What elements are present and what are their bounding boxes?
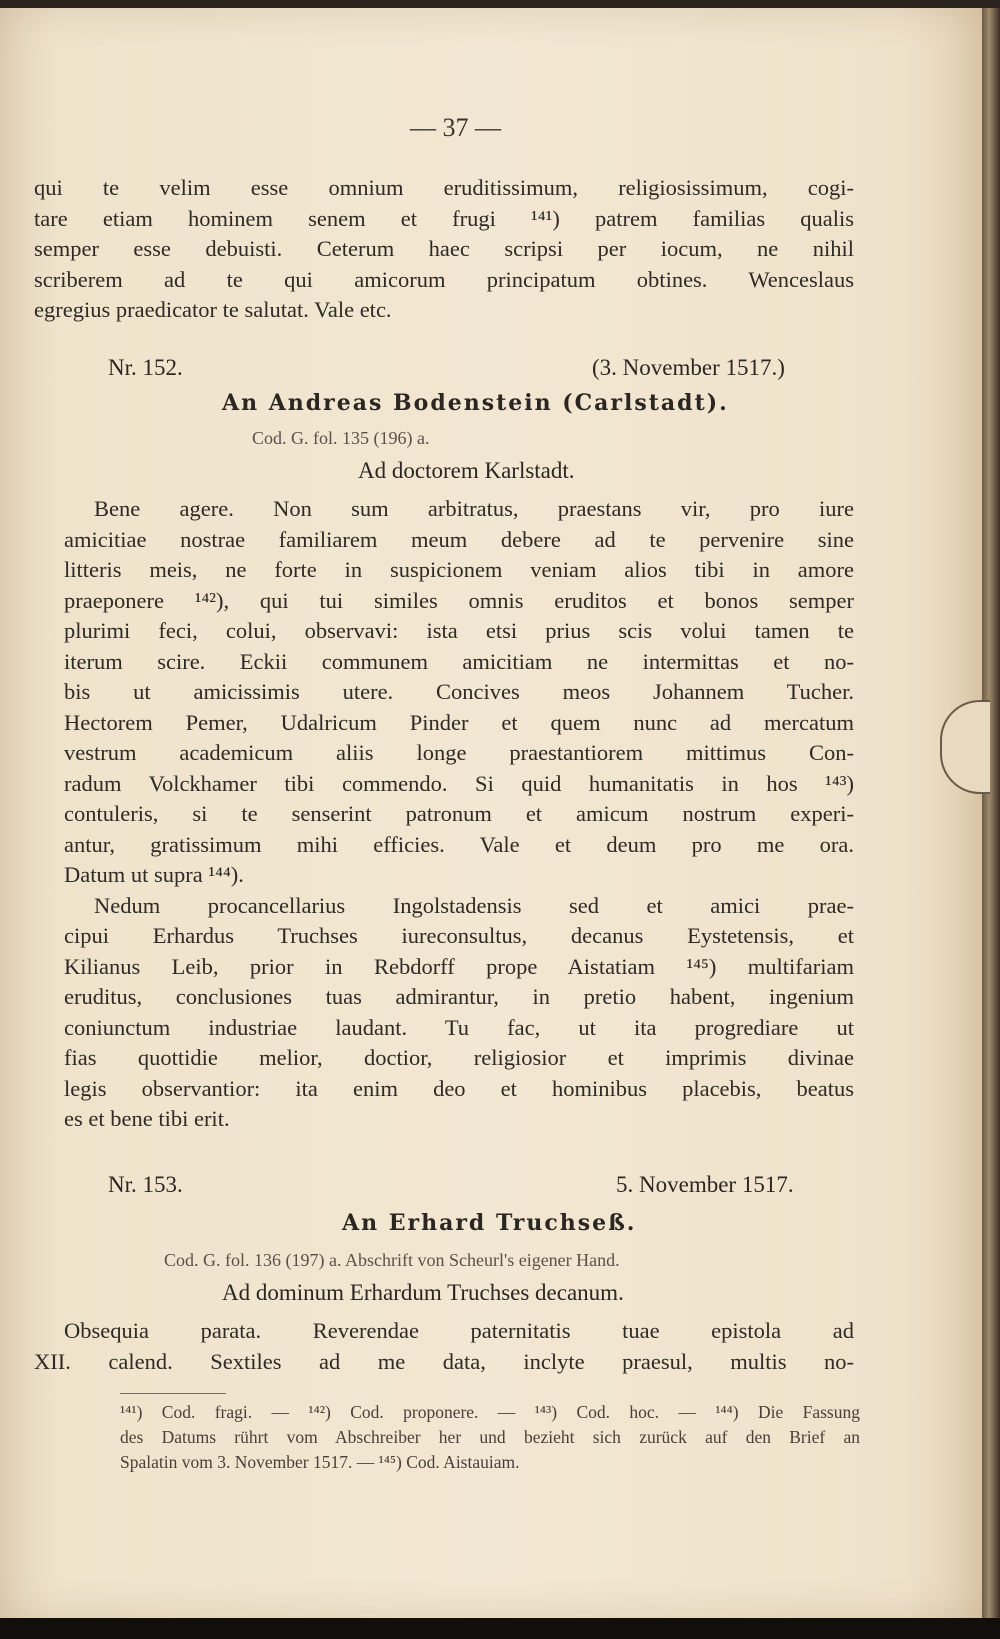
text-line: Kilianus Leib, prior in Rebdorff prope Aistatiam ¹⁴⁵) multifariam <box>64 953 854 979</box>
letter-152-recipient: An Andreas Bodenstein (Carlstadt). <box>222 390 729 416</box>
letter-153-source: Cod. G. fol. 136 (197) a. Abschrift von Scheurl's eigener Hand. <box>164 1250 620 1270</box>
letter-152-body <box>34 494 854 1135</box>
text-line: antur, gratissimum mihi efficies. Vale et deum pro me ora. <box>64 831 854 857</box>
scan-bottom-edge <box>0 1618 1000 1639</box>
text-line: iterum scire. Eckii communem amicitiam ne intermittas et no- <box>64 648 854 674</box>
text-line: legis observantior: ita enim deo et hominibus placebis, beatus <box>64 1075 854 1101</box>
text-line: fias quottidie melior, doctior, religiosior et imprimis divinae <box>64 1045 854 1070</box>
footnote-line: Spalatin vom 3. November 1517. — ¹⁴⁵) Cod. Aistauiam. <box>120 1452 520 1472</box>
footnote-line: des Datums rührt vom Abschreiber her und bezieht sich zurück auf den Brief an <box>120 1427 860 1447</box>
letter-153-date: 5. November 1517. <box>616 1172 794 1197</box>
letter-152-number: Nr. 152. <box>108 355 183 380</box>
page-fore-edge <box>982 8 1000 1618</box>
text-line: Bene agere. Non sum arbitratus, praestans vir, pro iure <box>94 496 854 521</box>
letter-153-address: Ad dominum Erhardum Truchses decanum. <box>222 1280 624 1305</box>
letter-153-recipient: An Erhard Truchseß. <box>342 1210 637 1236</box>
letter-153-number: Nr. 153. <box>108 1172 183 1197</box>
text-line: contuleris, si te senserint patronum et amicum nostrum experi- <box>64 801 854 826</box>
text-line: tare etiam hominem senem et frugi ¹⁴¹) patrem familias qualis <box>34 205 854 231</box>
text-line: Datum ut supra ¹⁴⁴). <box>64 862 244 887</box>
text-line: coniunctum industriae laudant. Tu fac, ut ita progrediare ut <box>64 1014 854 1040</box>
text-line: plurimi feci, colui, observavi: ista etsi prius scis volui tamen te <box>64 618 854 643</box>
footnote-rule <box>120 1393 226 1394</box>
letter-152-address: Ad doctorem Karlstadt. <box>358 458 575 483</box>
letter-152-date: (3. November 1517.) <box>592 355 785 380</box>
footnote-line: ¹⁴¹) Cod. fragi. — ¹⁴²) Cod. proponere. — ¹⁴³) Cod. hoc. — ¹⁴⁴) Die Fassung <box>120 1402 860 1422</box>
page-number: — 37 — <box>410 113 501 142</box>
text-line: radum Volckhamer tibi commendo. Si quid humanitatis in hos ¹⁴³) <box>64 770 854 796</box>
text-line: Nedum procancellarius Ingolstadensis sed et amici prae- <box>94 892 854 918</box>
footnotes <box>120 1400 860 1475</box>
text-line: es et bene tibi erit. <box>64 1106 230 1131</box>
text-line: amicitiae nostrae familiarem meum debere ad te pervenire sine <box>64 526 854 552</box>
text-line: praeponere ¹⁴²), qui tui similes omnis eruditos et bonos semper <box>64 587 854 613</box>
text-line: XII. calend. Sextiles ad me data, inclyte praesul, multis no- <box>34 1348 854 1374</box>
text-line: cipui Erhardus Truchses iureconsultus, decanus Eystetensis, et <box>64 923 854 948</box>
intro-paragraph <box>34 173 854 326</box>
text-line: scriberem ad te qui amicorum principatum obtines. Wenceslaus <box>34 266 854 292</box>
letter-153-body <box>34 1316 854 1377</box>
text-line: litteris meis, ne forte in suspicionem veniam alios tibi in amore <box>64 557 854 582</box>
text-line: egregius praedicator te salutat. Vale etc. <box>34 297 392 322</box>
text-line: Obsequia parata. Reverendae paternitatis tuae epistola ad <box>64 1318 854 1343</box>
text-line: qui te velim esse omnium eruditissimum, religiosissimum, cogi- <box>34 175 854 200</box>
text-line: vestrum academicum aliis longe praestantiorem mittimus Con- <box>64 740 854 765</box>
text-line: semper esse debuisti. Ceterum haec scripsi per iocum, ne nihil <box>34 236 854 261</box>
text-line: eruditus, conclusiones tuas admirantur, in pretio habent, ingenium <box>64 984 854 1009</box>
letter-152-source: Cod. G. fol. 135 (196) a. <box>252 428 430 448</box>
text-line: Hectorem Pemer, Udalricum Pinder et quem nunc ad mercatum <box>64 709 854 735</box>
text-line: bis ut amicissimis utere. Concives meos Johannem Tucher. <box>64 679 854 704</box>
